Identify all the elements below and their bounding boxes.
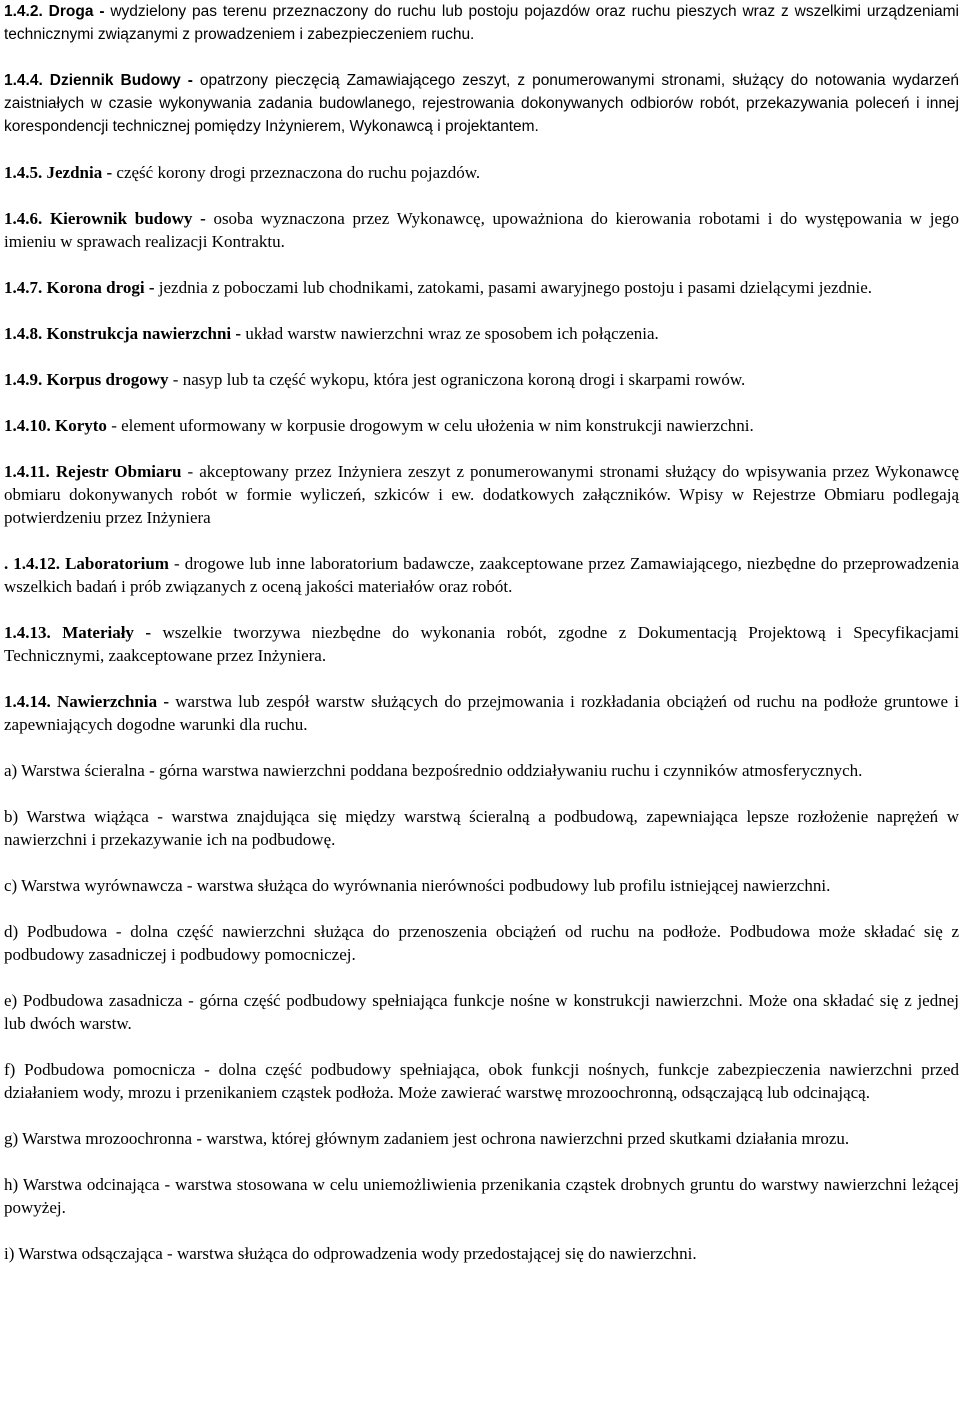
- term-separator: -: [231, 324, 246, 343]
- list-item-podbudowa: [4, 920, 959, 966]
- list-item-warstwa-scieralna: [4, 759, 959, 782]
- definition-korona-drogi: [4, 276, 959, 299]
- document-page: [4, 0, 959, 1288]
- definition-jezdnia: [4, 161, 959, 184]
- definition-droga: [4, 0, 959, 46]
- definition-laboratorium: [4, 552, 959, 598]
- definition-konstrukcja-nawierzchni: [4, 322, 959, 345]
- definition-text: układ warstw nawierzchni wraz ze sposobem ich połączenia.: [245, 324, 659, 343]
- definition-text: wszelkie tworzywa niezbędne do wykonania robót, zgodne z Dokumentacją Projektową i Specyfikacjami Technicznymi, zaakceptowane przez Inżyniera.: [4, 623, 960, 665]
- term-separator: -: [144, 278, 159, 297]
- defined-term: Materiały -: [62, 623, 152, 642]
- definition-kierownik-budowy: [4, 207, 959, 253]
- definition-text: element uformowany w korpusie drogowym w celu ułożenia w nim konstrukcji nawierzchni.: [121, 416, 754, 435]
- section-number: 1.4.2.: [4, 3, 43, 20]
- defined-term: Jezdnia: [46, 163, 103, 182]
- definition-text: wydzielony pas terenu przeznaczony do ruchu lub postoju pojazdów oraz ruchu pieszych wraz z wszelkimi urządzeniami technicznymi związanymi z prowadzeniem i zabezpieczeniem ruchu.: [4, 3, 959, 43]
- list-item-text: b) Warstwa wiążąca - warstwa znajdująca się między warstwą ścieralną a podbudową, zapewniająca lepsze rozłożenie naprężeń w nawierzchni i przekazywanie ich na podbudowę.: [4, 807, 959, 849]
- list-item-podbudowa-zasadnicza: [4, 989, 959, 1035]
- definition-koryto: [4, 414, 959, 437]
- defined-term: Laboratorium: [65, 554, 169, 573]
- list-item-text: a) Warstwa ścieralna - górna warstwa nawierzchni poddana bezpośrednio oddziaływaniu ruchu i czynników atmosferycznych.: [4, 761, 863, 780]
- definition-korpus-drogowy: [4, 368, 959, 391]
- section-number: 1.4.7.: [4, 278, 43, 297]
- section-number: 1.4.9.: [4, 370, 43, 389]
- defined-term: Korpus drogowy: [46, 370, 169, 389]
- definition-text: warstwa lub zespół warstw służących do przejmowania i rozkładania obciążeń od ruchu na podłoże gruntowe i zapewniających dogodne warunki dla ruchu.: [4, 692, 960, 734]
- list-item-warstwa-odcinajaca: [4, 1173, 959, 1219]
- defined-term: Droga: [48, 3, 94, 20]
- defined-term: Dziennik Budowy: [49, 72, 181, 89]
- definition-text: część korony drogi przeznaczona do ruchu pojazdów.: [116, 163, 481, 182]
- term-separator: -: [168, 370, 183, 389]
- defined-term: Korona drogi: [46, 278, 145, 297]
- section-number: 1.4.13.: [4, 623, 51, 642]
- definition-materialy: [4, 621, 959, 667]
- section-number: . 1.4.12.: [4, 554, 61, 573]
- definition-text: jezdnia z poboczami lub chodnikami, zatokami, pasami awaryjnego postoju i pasami dzielącymi jezdnie.: [158, 278, 873, 297]
- section-number: 1.4.5.: [4, 163, 43, 182]
- list-item-text: e) Podbudowa zasadnicza - górna część podbudowy spełniająca funkcje nośne w konstrukcji nawierzchni. Może ona składać się z jednej lub dwóch warstw.: [4, 991, 959, 1033]
- definition-text: drogowe lub inne laboratorium badawcze, zaakceptowane przez Zamawiającego, niezbędne do przeprowadzenia wszelkich badań i prób związanych z oceną jakości materiałów oraz robót.: [4, 554, 959, 596]
- defined-term: Kierownik budowy: [49, 209, 193, 228]
- term-separator: -: [102, 163, 117, 182]
- list-item-text: d) Podbudowa - dolna część nawierzchni służąca do przenoszenia obciążeń od ruchu na podłoże. Podbudowa może składać się z podbudowy zasadniczej i podbudowy pomocniczej.: [4, 922, 959, 964]
- term-separator: -: [192, 209, 214, 228]
- definition-dziennik-budowy: [4, 69, 959, 138]
- term-separator: -: [181, 462, 200, 481]
- definition-text: osoba wyznaczona przez Wykonawcę, upoważniona do kierowania robotami i do występowania w jego imieniu w sprawach realizacji Kontraktu.: [4, 209, 960, 251]
- list-item-text: g) Warstwa mrozoochronna - warstwa, której głównym zadaniem jest ochrona nawierzchni przed skutkami działania mrozu.: [4, 1129, 850, 1148]
- definition-text: nasyp lub ta część wykopu, która jest ograniczona koroną drogi i skarpami rowów.: [182, 370, 746, 389]
- list-item-text: i) Warstwa odsączająca - warstwa służąca do odprowadzenia wody przedostającej się do nawierzchni.: [4, 1244, 697, 1263]
- list-item-text: h) Warstwa odcinająca - warstwa stosowana w celu uniemożliwienia przenikania cząstek drobnych gruntu do warstwy nawierzchni leżącej powyżej.: [4, 1175, 959, 1217]
- list-item-warstwa-wyrownawcza: [4, 874, 959, 897]
- section-number: 1.4.8.: [4, 324, 43, 343]
- defined-term: Konstrukcja nawierzchni: [46, 324, 232, 343]
- definition-text: opatrzony pieczęcią Zamawiającego zeszyt, z ponumerowanymi stronami, służący do notowania wydarzeń zaistniałych w czasie wykonywania zadania budowlanego, rejestrowania dokonywanych odbiorów robót, przekazywania poleceń i innej korespondencji technicznej pomiędzy Inżynierem, Wykonawcą i projektantem.: [4, 72, 959, 135]
- defined-term: Nawierzchnia -: [57, 692, 169, 711]
- section-number: 1.4.4.: [4, 72, 43, 89]
- list-item-podbudowa-pomocnicza: [4, 1058, 959, 1104]
- term-separator: -: [180, 72, 200, 89]
- defined-term: Rejestr Obmiaru: [55, 462, 182, 481]
- list-item-text: f) Podbudowa pomocnicza - dolna część podbudowy spełniająca, obok funkcji nośnych, funkcje zabezpieczenia nawierzchni przed działaniem wody, mrozu i przenikaniem cząstek podłoża. Może zawierać warstwę mrozoochronną, odsączającą lub odcinającą.: [4, 1060, 959, 1102]
- defined-term: Koryto: [55, 416, 107, 435]
- term-separator: -: [106, 416, 122, 435]
- definition-nawierzchnia: [4, 690, 959, 736]
- list-item-warstwa-odsaczajaca: [4, 1242, 959, 1265]
- section-number: 1.4.10.: [4, 416, 51, 435]
- term-separator: -: [168, 554, 185, 573]
- definition-rejestr-obmiaru: [4, 460, 959, 529]
- section-number: 1.4.14.: [4, 692, 51, 711]
- definition-text: akceptowany przez Inżyniera zeszyt z ponumerowanymi stronami służący do wpisywania przez Wykonawcę obmiaru dokonywanych robót w formie wyliczeń, szkiców i ew. dodatkowych załączników. Wpisy w Rejestrze Obmiaru podlegają potwierdzeniu przez Inżyniera: [4, 462, 959, 527]
- term-separator: [151, 623, 162, 642]
- list-item-warstwa-wiazaca: [4, 805, 959, 851]
- list-item-text: c) Warstwa wyrównawcza - warstwa służąca do wyrównania nierówności podbudowy lub profilu istniejącej nawierzchni.: [4, 876, 831, 895]
- section-number: 1.4.6.: [4, 209, 43, 228]
- list-item-warstwa-mrozoochronna: [4, 1127, 959, 1150]
- section-number: 1.4.11.: [4, 462, 50, 481]
- term-separator: -: [93, 3, 111, 20]
